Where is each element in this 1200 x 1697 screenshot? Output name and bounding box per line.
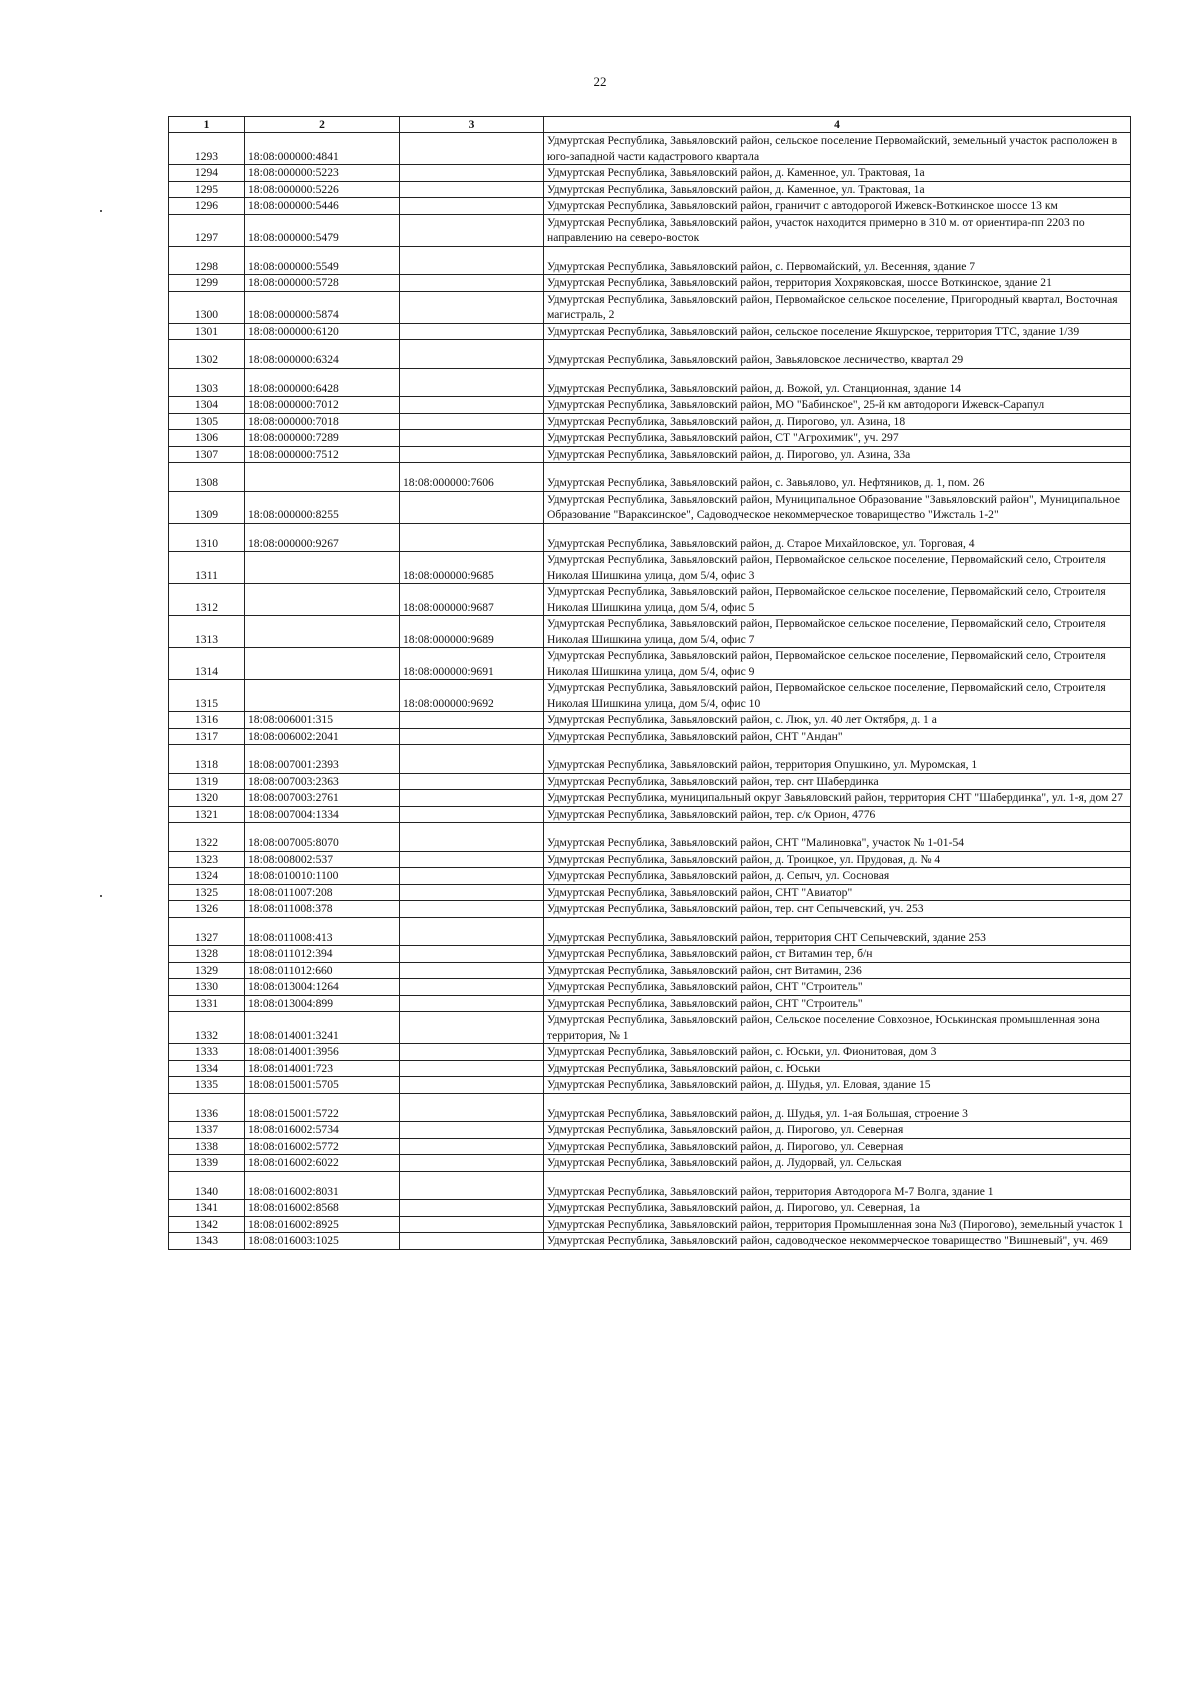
- table-row: [169, 181, 1131, 198]
- cadastral-number-alt-cell: [400, 133, 544, 165]
- row-number-cell: 1297: [169, 214, 245, 246]
- row-number-cell: 1336: [169, 1093, 245, 1122]
- cadastral-number-cell: 18:08:016002:5734: [245, 1122, 400, 1139]
- cadastral-number-cell: 18:08:000000:5479: [245, 214, 400, 246]
- row-number-cell: 1337: [169, 1122, 245, 1139]
- column-header-4: 4: [544, 117, 1131, 133]
- table-row: [169, 962, 1131, 979]
- cadastral-number-alt-cell: 18:08:000000:9692: [400, 680, 544, 712]
- address-cell: Удмуртская Республика, Завьяловский район, Завьяловское лесничество, квартал 29: [544, 340, 1131, 369]
- address-cell: Удмуртская Республика, Завьяловский район, МО "Бабинское", 25-й км автодороги Ижевск-Сарапул: [544, 397, 1131, 414]
- cadastral-number-alt-cell: [400, 1093, 544, 1122]
- row-number-cell: 1330: [169, 979, 245, 996]
- address-cell: Удмуртская Республика, Завьяловский район, д. Шудья, ул. Еловая, здание 15: [544, 1077, 1131, 1094]
- address-cell: Удмуртская Республика, Завьяловский район, д. Пирогово, ул. Северная, 1а: [544, 1200, 1131, 1217]
- cadastral-number-cell: 18:08:000000:7512: [245, 446, 400, 463]
- table-body: [169, 133, 1131, 1250]
- row-number-cell: 1294: [169, 165, 245, 182]
- cadastral-number-alt-cell: [400, 323, 544, 340]
- table-row: [169, 214, 1131, 246]
- cadastral-number-alt-cell: [400, 901, 544, 918]
- address-cell: Удмуртская Республика, Завьяловский район, д. Троицкое, ул. Прудовая, д. № 4: [544, 851, 1131, 868]
- cadastral-number-alt-cell: [400, 198, 544, 215]
- cadastral-number-alt-cell: [400, 946, 544, 963]
- row-number-cell: 1333: [169, 1044, 245, 1061]
- row-number-cell: 1295: [169, 181, 245, 198]
- cadastral-number-cell: 18:08:006001:315: [245, 712, 400, 729]
- cadastral-number-cell: 18:08:014001:723: [245, 1060, 400, 1077]
- cadastral-number-cell: 18:08:000000:5226: [245, 181, 400, 198]
- table-row: [169, 823, 1131, 852]
- cadastral-number-cell: 18:08:011012:394: [245, 946, 400, 963]
- cadastral-number-alt-cell: [400, 181, 544, 198]
- row-number-cell: 1315: [169, 680, 245, 712]
- cadastral-number-cell: 18:08:007003:2363: [245, 773, 400, 790]
- row-number-cell: 1320: [169, 790, 245, 807]
- cadastral-number-cell: 18:08:013004:899: [245, 995, 400, 1012]
- row-number-cell: 1340: [169, 1171, 245, 1200]
- cadastral-number-alt-cell: 18:08:000000:9685: [400, 552, 544, 584]
- address-cell: Удмуртская Республика, Завьяловский район, сельское поселение Якшурское, территория ТТС, здание 1/39: [544, 323, 1131, 340]
- table-row: [169, 745, 1131, 774]
- cadastral-number-cell: 18:08:010010:1100: [245, 868, 400, 885]
- table-row: [169, 275, 1131, 292]
- row-number-cell: 1305: [169, 413, 245, 430]
- row-number-cell: 1303: [169, 368, 245, 397]
- row-number-cell: 1327: [169, 917, 245, 946]
- cadastral-number-alt-cell: [400, 214, 544, 246]
- table-row: [169, 446, 1131, 463]
- cadastral-number-cell: [245, 463, 400, 492]
- cadastral-number-cell: 18:08:000000:6120: [245, 323, 400, 340]
- row-number-cell: 1296: [169, 198, 245, 215]
- table-row: [169, 291, 1131, 323]
- cadastral-number-cell: 18:08:014001:3241: [245, 1012, 400, 1044]
- address-cell: Удмуртская Республика, Завьяловский район, СНТ "Андан": [544, 728, 1131, 745]
- address-cell: Удмуртская Республика, Завьяловский район, СНТ "Строитель": [544, 995, 1131, 1012]
- table-row: [169, 1138, 1131, 1155]
- row-number-cell: 1300: [169, 291, 245, 323]
- cadastral-number-cell: 18:08:000000:8255: [245, 491, 400, 523]
- cadastral-number-alt-cell: [400, 790, 544, 807]
- row-number-cell: 1310: [169, 523, 245, 552]
- cadastral-number-alt-cell: [400, 1155, 544, 1172]
- row-number-cell: 1335: [169, 1077, 245, 1094]
- table-row: [169, 1216, 1131, 1233]
- table-row: [169, 552, 1131, 584]
- row-number-cell: 1293: [169, 133, 245, 165]
- row-number-cell: 1313: [169, 616, 245, 648]
- row-number-cell: 1308: [169, 463, 245, 492]
- address-cell: Удмуртская Республика, Завьяловский район, д. Лудорвай, ул. Сельская: [544, 1155, 1131, 1172]
- row-number-cell: 1341: [169, 1200, 245, 1217]
- address-cell: Удмуртская Республика, Завьяловский район, д. Каменное, ул. Трактовая, 1а: [544, 181, 1131, 198]
- row-number-cell: 1316: [169, 712, 245, 729]
- address-cell: Удмуртская Республика, Завьяловский район, СНТ "Малиновка", участок № 1-01-54: [544, 823, 1131, 852]
- table-row: [169, 397, 1131, 414]
- address-cell: Удмуртская Республика, Завьяловский район, тер. снт Сепычевский, уч. 253: [544, 901, 1131, 918]
- address-cell: Удмуртская Республика, Завьяловский район, Первомайское сельское поселение, Пригородный квартал, Восточная магистраль, 2: [544, 291, 1131, 323]
- table-row: [169, 868, 1131, 885]
- cadastral-number-cell: 18:08:000000:7289: [245, 430, 400, 447]
- address-cell: Удмуртская Республика, Завьяловский район, сельское поселение Первомайский, земельный участок расположен в юго-западной части кадастрового квартала: [544, 133, 1131, 165]
- table-row: [169, 1093, 1131, 1122]
- row-number-cell: 1328: [169, 946, 245, 963]
- table-row: [169, 413, 1131, 430]
- table-row: [169, 851, 1131, 868]
- cadastral-number-cell: [245, 680, 400, 712]
- table-row: [169, 133, 1131, 165]
- cadastral-number-cell: 18:08:007005:8070: [245, 823, 400, 852]
- column-header-2: 2: [245, 117, 400, 133]
- cadastral-number-alt-cell: [400, 728, 544, 745]
- cadastral-number-alt-cell: 18:08:000000:9689: [400, 616, 544, 648]
- address-cell: Удмуртская Республика, Завьяловский район, д. Пирогово, ул. Северная: [544, 1122, 1131, 1139]
- cadastral-number-alt-cell: [400, 1060, 544, 1077]
- address-cell: Удмуртская Республика, Завьяловский район, ст Витамин тер, б/н: [544, 946, 1131, 963]
- row-number-cell: 1343: [169, 1233, 245, 1250]
- table-row: [169, 1155, 1131, 1172]
- row-number-cell: 1325: [169, 884, 245, 901]
- table-row: [169, 648, 1131, 680]
- address-cell: Удмуртская Республика, Завьяловский район, тер. с/к Орион, 4776: [544, 806, 1131, 823]
- cadastral-number-alt-cell: [400, 165, 544, 182]
- cadastral-number-alt-cell: [400, 745, 544, 774]
- row-number-cell: 1314: [169, 648, 245, 680]
- address-cell: Удмуртская Республика, Завьяловский район, Первомайское сельское поселение, Первомайский село, Строителя Николая Шишкина улица, дом 5/4, офис 9: [544, 648, 1131, 680]
- cadastral-number-cell: 18:08:015001:5705: [245, 1077, 400, 1094]
- table-row: [169, 1077, 1131, 1094]
- row-number-cell: 1307: [169, 446, 245, 463]
- table-row: [169, 368, 1131, 397]
- address-cell: Удмуртская Республика, Завьяловский район, Первомайское сельское поселение, Первомайский село, Строителя Николая Шишкина улица, дом 5/4, офис 5: [544, 584, 1131, 616]
- row-number-cell: 1304: [169, 397, 245, 414]
- cadastral-number-alt-cell: [400, 806, 544, 823]
- cadastral-number-cell: 18:08:014001:3956: [245, 1044, 400, 1061]
- address-cell: Удмуртская Республика, Завьяловский район, территория СНТ Сепычевский, здание 253: [544, 917, 1131, 946]
- table-row: [169, 806, 1131, 823]
- table-row: [169, 917, 1131, 946]
- table-row: [169, 901, 1131, 918]
- row-number-cell: 1329: [169, 962, 245, 979]
- table-row: [169, 430, 1131, 447]
- table-row: [169, 728, 1131, 745]
- cadastral-number-cell: 18:08:016002:5772: [245, 1138, 400, 1155]
- table-row: [169, 995, 1131, 1012]
- cadastral-number-cell: 18:08:000000:7018: [245, 413, 400, 430]
- table-row: [169, 1122, 1131, 1139]
- cadastral-number-cell: 18:08:000000:7012: [245, 397, 400, 414]
- cadastral-number-alt-cell: [400, 917, 544, 946]
- table-row: [169, 198, 1131, 215]
- cadastral-number-cell: 18:08:000000:5549: [245, 246, 400, 275]
- table-row: [169, 523, 1131, 552]
- table-row: [169, 616, 1131, 648]
- column-header-3: 3: [400, 117, 544, 133]
- address-cell: Удмуртская Республика, Завьяловский район, с. Первомайский, ул. Весенняя, здание 7: [544, 246, 1131, 275]
- table-row: [169, 463, 1131, 492]
- cadastral-number-cell: 18:08:007004:1334: [245, 806, 400, 823]
- cadastral-number-cell: 18:08:008002:537: [245, 851, 400, 868]
- table-row: [169, 1233, 1131, 1250]
- row-number-cell: 1312: [169, 584, 245, 616]
- table-row: [169, 790, 1131, 807]
- cadastral-number-alt-cell: [400, 1200, 544, 1217]
- cadastral-number-cell: 18:08:016003:1025: [245, 1233, 400, 1250]
- row-number-cell: 1311: [169, 552, 245, 584]
- address-cell: Удмуртская Республика, Завьяловский район, д. Пирогово, ул. Азина, 18: [544, 413, 1131, 430]
- cadastral-number-alt-cell: 18:08:000000:7606: [400, 463, 544, 492]
- address-cell: Удмуртская Республика, Завьяловский район, с. Юськи, ул. Фионитовая, дом 3: [544, 1044, 1131, 1061]
- address-cell: Удмуртская Республика, Завьяловский район, СНТ "Строитель": [544, 979, 1131, 996]
- table-row: [169, 1012, 1131, 1044]
- table-row: [169, 712, 1131, 729]
- cadastral-number-alt-cell: [400, 275, 544, 292]
- row-number-cell: 1338: [169, 1138, 245, 1155]
- address-cell: Удмуртская Республика, Завьяловский район, территория Промышленная зона №3 (Пирогово), земельный участок 1: [544, 1216, 1131, 1233]
- address-cell: Удмуртская Республика, Завьяловский район, д. Старое Михайловское, ул. Торговая, 4: [544, 523, 1131, 552]
- row-number-cell: 1326: [169, 901, 245, 918]
- cadastral-number-alt-cell: [400, 430, 544, 447]
- address-cell: Удмуртская Республика, Завьяловский район, с. Юськи: [544, 1060, 1131, 1077]
- address-cell: Удмуртская Республика, Завьяловский район, тер. снт Шабердинка: [544, 773, 1131, 790]
- row-number-cell: 1299: [169, 275, 245, 292]
- address-cell: Удмуртская Республика, Завьяловский район, Муниципальное Образование "Завьяловский район", Муниципальное Образование "Вараксинское", Садоводческое некоммерческое товарищество "Ижсталь 1-2": [544, 491, 1131, 523]
- page-number: 22: [593, 74, 607, 89]
- cadastral-number-cell: 18:08:000000:6324: [245, 340, 400, 369]
- address-cell: Удмуртская Республика, Завьяловский район, граничит с автодорогой Ижевск-Воткинское шоссе 13 км: [544, 198, 1131, 215]
- cadastral-number-cell: 18:08:016002:6022: [245, 1155, 400, 1172]
- cadastral-number-alt-cell: [400, 962, 544, 979]
- address-cell: Удмуртская Республика, Завьяловский район, территория Опушкино, ул. Муромская, 1: [544, 745, 1131, 774]
- cadastral-number-cell: 18:08:006002:2041: [245, 728, 400, 745]
- row-number-cell: 1298: [169, 246, 245, 275]
- row-number-cell: 1317: [169, 728, 245, 745]
- cadastral-number-cell: 18:08:007003:2761: [245, 790, 400, 807]
- cadastral-number-alt-cell: 18:08:000000:9691: [400, 648, 544, 680]
- cadastral-number-alt-cell: [400, 413, 544, 430]
- table-row: [169, 680, 1131, 712]
- cadastral-number-alt-cell: [400, 1233, 544, 1250]
- cadastral-number-alt-cell: [400, 291, 544, 323]
- cadastral-number-cell: 18:08:011008:378: [245, 901, 400, 918]
- table-row: [169, 1171, 1131, 1200]
- address-cell: Удмуртская Республика, Завьяловский район, Первомайское сельское поселение, Первомайский село, Строителя Николая Шишкина улица, дом 5/4, офис 10: [544, 680, 1131, 712]
- cadastral-number-alt-cell: [400, 868, 544, 885]
- cadastral-number-cell: 18:08:016002:8031: [245, 1171, 400, 1200]
- row-number-cell: 1322: [169, 823, 245, 852]
- address-cell: Удмуртская Республика, Завьяловский район, д. Сепыч, ул. Сосновая: [544, 868, 1131, 885]
- address-cell: Удмуртская Республика, Завьяловский район, участок находится примерно в 310 м. от ориентира-пп 2203 по направлению на северо-восток: [544, 214, 1131, 246]
- table-row: [169, 946, 1131, 963]
- address-cell: Удмуртская Республика, Завьяловский район, территория Автодорога М-7 Волга, здание 1: [544, 1171, 1131, 1200]
- row-number-cell: 1306: [169, 430, 245, 447]
- table-row: [169, 491, 1131, 523]
- cadastral-number-cell: 18:08:007001:2393: [245, 745, 400, 774]
- address-cell: Удмуртская Республика, муниципальный округ Завьяловский район, территория СНТ "Шабердинка", ул. 1-я, дом 27: [544, 790, 1131, 807]
- table-row: [169, 1060, 1131, 1077]
- address-cell: Удмуртская Республика, Завьяловский район, Первомайское сельское поселение, Первомайский село, Строителя Николая Шишкина улица, дом 5/4, офис 7: [544, 616, 1131, 648]
- row-number-cell: 1339: [169, 1155, 245, 1172]
- row-number-cell: 1331: [169, 995, 245, 1012]
- row-number-cell: 1302: [169, 340, 245, 369]
- cadastral-number-cell: 18:08:000000:5446: [245, 198, 400, 215]
- table-row: [169, 1044, 1131, 1061]
- cadastral-number-cell: 18:08:011007:208: [245, 884, 400, 901]
- row-number-cell: 1309: [169, 491, 245, 523]
- scan-dust-mark: [100, 895, 102, 897]
- table-row: [169, 584, 1131, 616]
- table-row: [169, 165, 1131, 182]
- cadastral-number-alt-cell: [400, 446, 544, 463]
- table-row: [169, 773, 1131, 790]
- cadastral-number-cell: 18:08:000000:9267: [245, 523, 400, 552]
- address-cell: Удмуртская Республика, Завьяловский район, д. Каменное, ул. Трактовая, 1а: [544, 165, 1131, 182]
- cadastral-number-alt-cell: [400, 246, 544, 275]
- scan-dust-mark: [100, 210, 102, 212]
- cadastral-number-cell: 18:08:000000:5728: [245, 275, 400, 292]
- cadastral-number-cell: [245, 648, 400, 680]
- cadastral-number-alt-cell: [400, 823, 544, 852]
- parcel-table: [168, 116, 1131, 1250]
- cadastral-number-cell: 18:08:011008:413: [245, 917, 400, 946]
- cadastral-number-alt-cell: [400, 773, 544, 790]
- cadastral-number-cell: 18:08:016002:8568: [245, 1200, 400, 1217]
- table-row: [169, 323, 1131, 340]
- table-row: [169, 1200, 1131, 1217]
- cadastral-number-cell: 18:08:016002:8925: [245, 1216, 400, 1233]
- cadastral-number-alt-cell: [400, 1122, 544, 1139]
- row-number-cell: 1319: [169, 773, 245, 790]
- address-cell: Удмуртская Республика, Завьяловский район, д. Шудья, ул. 1-ая Большая, строение 3: [544, 1093, 1131, 1122]
- cadastral-number-alt-cell: [400, 1171, 544, 1200]
- address-cell: Удмуртская Республика, Завьяловский район, с. Завьялово, ул. Нефтяников, д. 1, пом. 26: [544, 463, 1131, 492]
- table-header-row: [169, 117, 1131, 133]
- address-cell: Удмуртская Республика, Завьяловский район, д. Пирогово, ул. Азина, 33а: [544, 446, 1131, 463]
- cadastral-number-alt-cell: [400, 397, 544, 414]
- cadastral-number-alt-cell: 18:08:000000:9687: [400, 584, 544, 616]
- cadastral-number-alt-cell: [400, 1216, 544, 1233]
- address-cell: Удмуртская Республика, Завьяловский район, территория Хохряковская, шоссе Воткинское, здание 21: [544, 275, 1131, 292]
- cadastral-number-alt-cell: [400, 523, 544, 552]
- cadastral-number-alt-cell: [400, 884, 544, 901]
- cadastral-number-cell: 18:08:000000:6428: [245, 368, 400, 397]
- address-cell: Удмуртская Республика, Завьяловский район, с. Люк, ул. 40 лет Октября, д. 1 а: [544, 712, 1131, 729]
- cadastral-number-cell: 18:08:000000:4841: [245, 133, 400, 165]
- table-row: [169, 340, 1131, 369]
- row-number-cell: 1324: [169, 868, 245, 885]
- row-number-cell: 1318: [169, 745, 245, 774]
- row-number-cell: 1332: [169, 1012, 245, 1044]
- cadastral-number-cell: 18:08:015001:5722: [245, 1093, 400, 1122]
- cadastral-number-alt-cell: [400, 712, 544, 729]
- cadastral-number-cell: 18:08:013004:1264: [245, 979, 400, 996]
- cadastral-number-cell: 18:08:011012:660: [245, 962, 400, 979]
- cadastral-number-cell: 18:08:000000:5874: [245, 291, 400, 323]
- address-cell: Удмуртская Республика, Завьяловский район, Первомайское сельское поселение, Первомайский село, Строителя Николая Шишкина улица, дом 5/4, офис 3: [544, 552, 1131, 584]
- table-row: [169, 979, 1131, 996]
- cadastral-number-alt-cell: [400, 851, 544, 868]
- address-cell: Удмуртская Республика, Завьяловский район, СНТ "Авиатор": [544, 884, 1131, 901]
- cadastral-number-cell: [245, 616, 400, 648]
- address-cell: Удмуртская Республика, Завьяловский район, Сельское поселение Совхозное, Юськинская промышленная зона территория, № 1: [544, 1012, 1131, 1044]
- cadastral-number-alt-cell: [400, 1077, 544, 1094]
- row-number-cell: 1321: [169, 806, 245, 823]
- address-cell: Удмуртская Республика, Завьяловский район, д. Пирогово, ул. Северная: [544, 1138, 1131, 1155]
- column-header-1: 1: [169, 117, 245, 133]
- row-number-cell: 1301: [169, 323, 245, 340]
- cadastral-number-alt-cell: [400, 995, 544, 1012]
- address-cell: Удмуртская Республика, Завьяловский район, СТ "Агрохимик", уч. 297: [544, 430, 1131, 447]
- row-number-cell: 1323: [169, 851, 245, 868]
- address-cell: Удмуртская Республика, Завьяловский район, д. Вожой, ул. Станционная, здание 14: [544, 368, 1131, 397]
- table-row: [169, 884, 1131, 901]
- cadastral-number-alt-cell: [400, 1044, 544, 1061]
- cadastral-number-alt-cell: [400, 340, 544, 369]
- cadastral-number-cell: [245, 584, 400, 616]
- cadastral-number-alt-cell: [400, 1012, 544, 1044]
- cadastral-number-alt-cell: [400, 1138, 544, 1155]
- cadastral-number-alt-cell: [400, 979, 544, 996]
- cadastral-number-alt-cell: [400, 368, 544, 397]
- table-row: [169, 246, 1131, 275]
- address-cell: Удмуртская Республика, Завьяловский район, снт Витамин, 236: [544, 962, 1131, 979]
- cadastral-number-cell: 18:08:000000:5223: [245, 165, 400, 182]
- cadastral-number-cell: [245, 552, 400, 584]
- cadastral-number-alt-cell: [400, 491, 544, 523]
- row-number-cell: 1342: [169, 1216, 245, 1233]
- address-cell: Удмуртская Республика, Завьяловский район, садоводческое некоммерческое товарищество "Вишневый", уч. 469: [544, 1233, 1131, 1250]
- row-number-cell: 1334: [169, 1060, 245, 1077]
